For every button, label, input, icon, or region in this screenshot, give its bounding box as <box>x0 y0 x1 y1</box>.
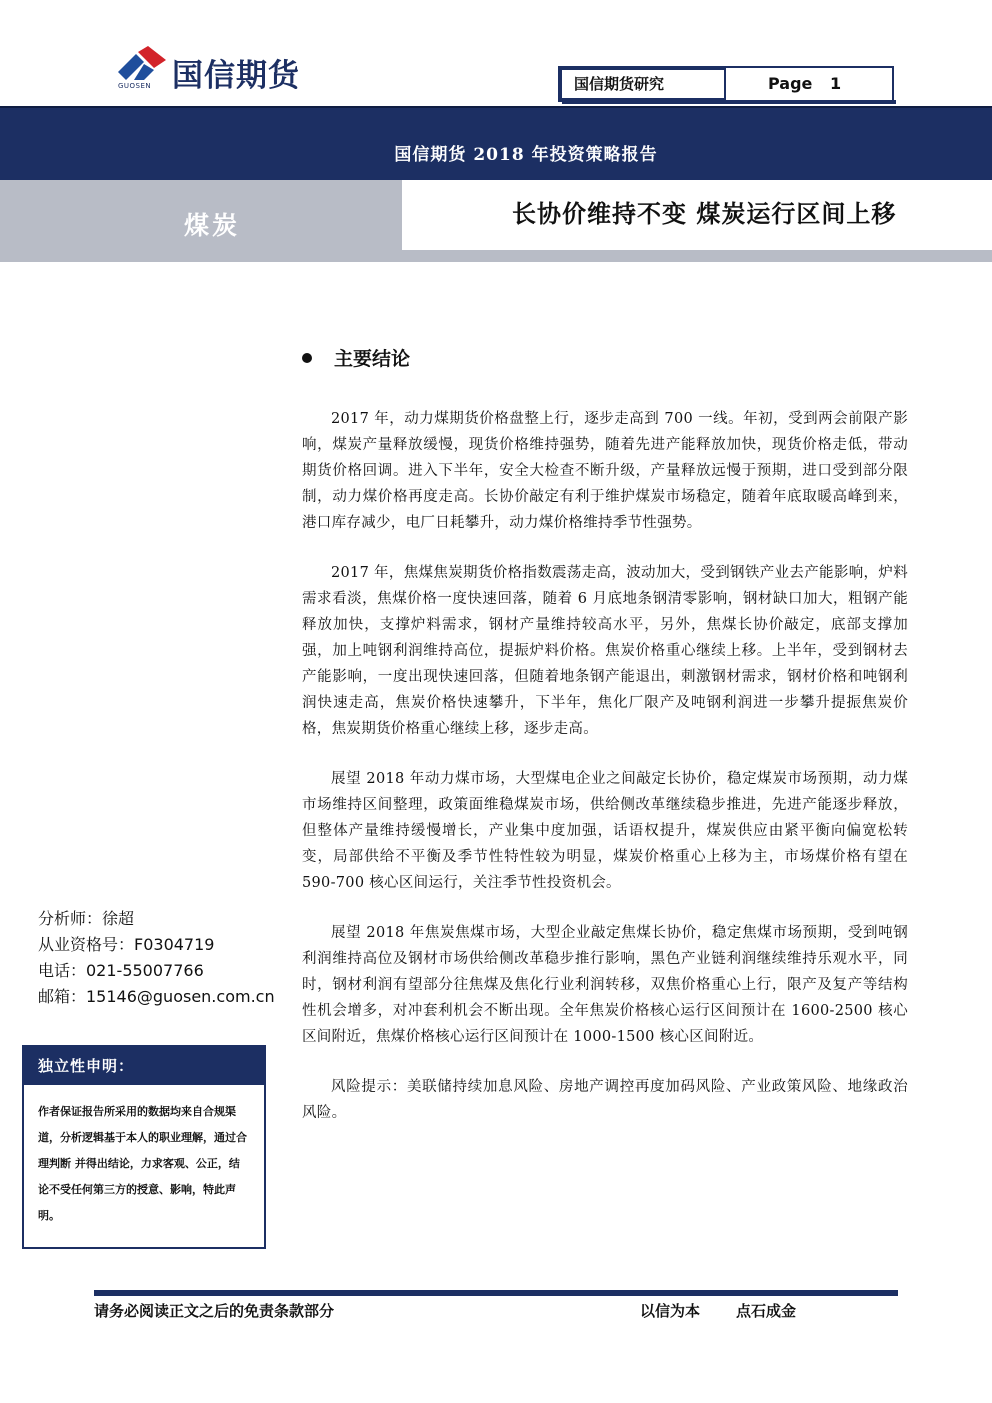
brand-name-en: GUOSEN <box>118 82 152 90</box>
logo-mark-icon <box>114 46 168 82</box>
header-info-box <box>558 66 896 102</box>
independence-declaration <box>22 1045 266 1249</box>
report-series-title: 国信期货 2018 年投资策略报告 <box>394 145 658 165</box>
section-title <box>302 344 410 371</box>
footer-motto <box>640 1300 796 1321</box>
footer-motto-1: 以信为本 <box>640 1302 701 1320</box>
paragraph: 展望 2018 年动力煤市场，大型煤电企业之间敲定长协价，稳定煤炭市场预期，动力煤市场维持区间整理，政策面维稳煤炭市场，供给侧改革继续稳步推进，先进产能逐步释放，但整体产量维持缓慢增长，产业集中度加强，话语权提升，煤炭供应由紧平衡向偏宽松转变，局部供给不平衡及季节性特性较为明显，煤炭价格重心上移为主，市场煤价格有望在 590-700 核心区间运行，关注季节性投资机会。 <box>302 771 908 891</box>
page-indicator <box>724 66 894 102</box>
analyst-info <box>38 906 275 1010</box>
main-body <box>302 406 908 1150</box>
section-title-text: 主要结论 <box>334 348 411 370</box>
bullet-icon <box>302 353 312 363</box>
footer-motto-2: 点石成金 <box>736 1302 797 1320</box>
report-date: 2017 年 12 月 22 日 <box>850 264 974 278</box>
paragraph: 展望 2018 年焦炭焦煤市场，大型企业敲定焦煤长协价，稳定焦煤市场预期，受到吨钢利润维持高位及钢材市场供给侧改革稳步推行影响，黑色产业链利润继续维持乐观水平，同时，钢材利润有望部分往焦煤及焦化行业利润转移，双焦价格重心上行，限产及复产等结构性机会增多，对冲套利机会不断出现。全年焦炭价格核心运行区间预计在 1600-2500 核心区间附近，焦煤价格核心运行区间预计在 1000-1500 核心区间附近。 <box>302 925 908 1045</box>
page-label: Page <box>768 74 813 93</box>
paragraph: 风险提示：美联储持续加息风险、房地产调控再度加码风险、产业政策风险、地缘政治风险。 <box>302 1079 908 1121</box>
footer-divider <box>94 1290 898 1296</box>
company-logo <box>114 46 354 96</box>
analyst-phone: 电话：021-55007766 <box>38 961 204 980</box>
page-number: 1 <box>830 74 842 93</box>
headline-panel <box>402 180 992 250</box>
paragraph: 2017 年，焦煤焦炭期货价格指数震荡走高，波动加大，受到钢铁产业去产能影响，炉料需求看淡，焦煤价格一度快速回落，随着 6 月底地条钢清零影响，钢材缺口加大，粗钢产能释放加快，支撑炉料需求，钢材产量维持较高水平，另外，焦煤长协价敲定，底部支撑加强，加上吨钢利润维持高位，提振炉料价格。焦炭价格重心继续上移。上半年，受到钢材去产能影响，一度出现快速回落，但随着地条钢产能退出，刺激钢材需求，钢材价格和吨钢利润快速走高，焦炭价格快速攀升，下半年，焦化厂限产及吨钢利润进一步攀升提振焦炭价格，焦炭期货价格重心继续上移，逐步走高。 <box>302 565 908 737</box>
paragraph: 2017 年，动力煤期货价格盘整上行，逐步走高到 700 一线。年初，受到两会前限产影响，煤炭产量释放缓慢，现货价格维持强势，随着先进产能释放加快，现货价格走低，带动期货价格回调。进入下半年，安全大检查不断升级，产量释放远慢于预期，进口受到部分限制，动力煤价格再度走高。长协价敲定有利于维护煤炭市场稳定，随着年底取暖高峰到来，港口库存减少，电厂日耗攀升，动力煤价格维持季节性强势。 <box>302 411 908 531</box>
analyst-name: 分析师：徐超 <box>38 909 135 928</box>
report-banner <box>0 106 992 182</box>
footer-disclaimer: 请务必阅读正文之后的免责条款部分 <box>94 1302 335 1320</box>
brand-name: 国信期货 <box>172 58 300 94</box>
analyst-email[interactable]: 邮箱：15146@guosen.com.cn <box>38 987 275 1006</box>
declaration-title: 独立性申明： <box>24 1047 264 1085</box>
declaration-text: 作者保证报告所采用的数据均来自合规渠道，分析逻辑基于本人的职业理解，通过合理判断 并得出结论，力求客观、公正，结论不受任何第三方的授意、影响，特此声明。 <box>38 1105 247 1222</box>
department-label: 国信期货研究 <box>558 66 738 102</box>
title-band <box>0 180 992 278</box>
report-headline: 长协价维持不变 煤炭运行区间上移 <box>512 200 897 228</box>
sector-label: 煤炭 <box>184 211 241 240</box>
analyst-license: 从业资格号：F0304719 <box>38 935 215 954</box>
